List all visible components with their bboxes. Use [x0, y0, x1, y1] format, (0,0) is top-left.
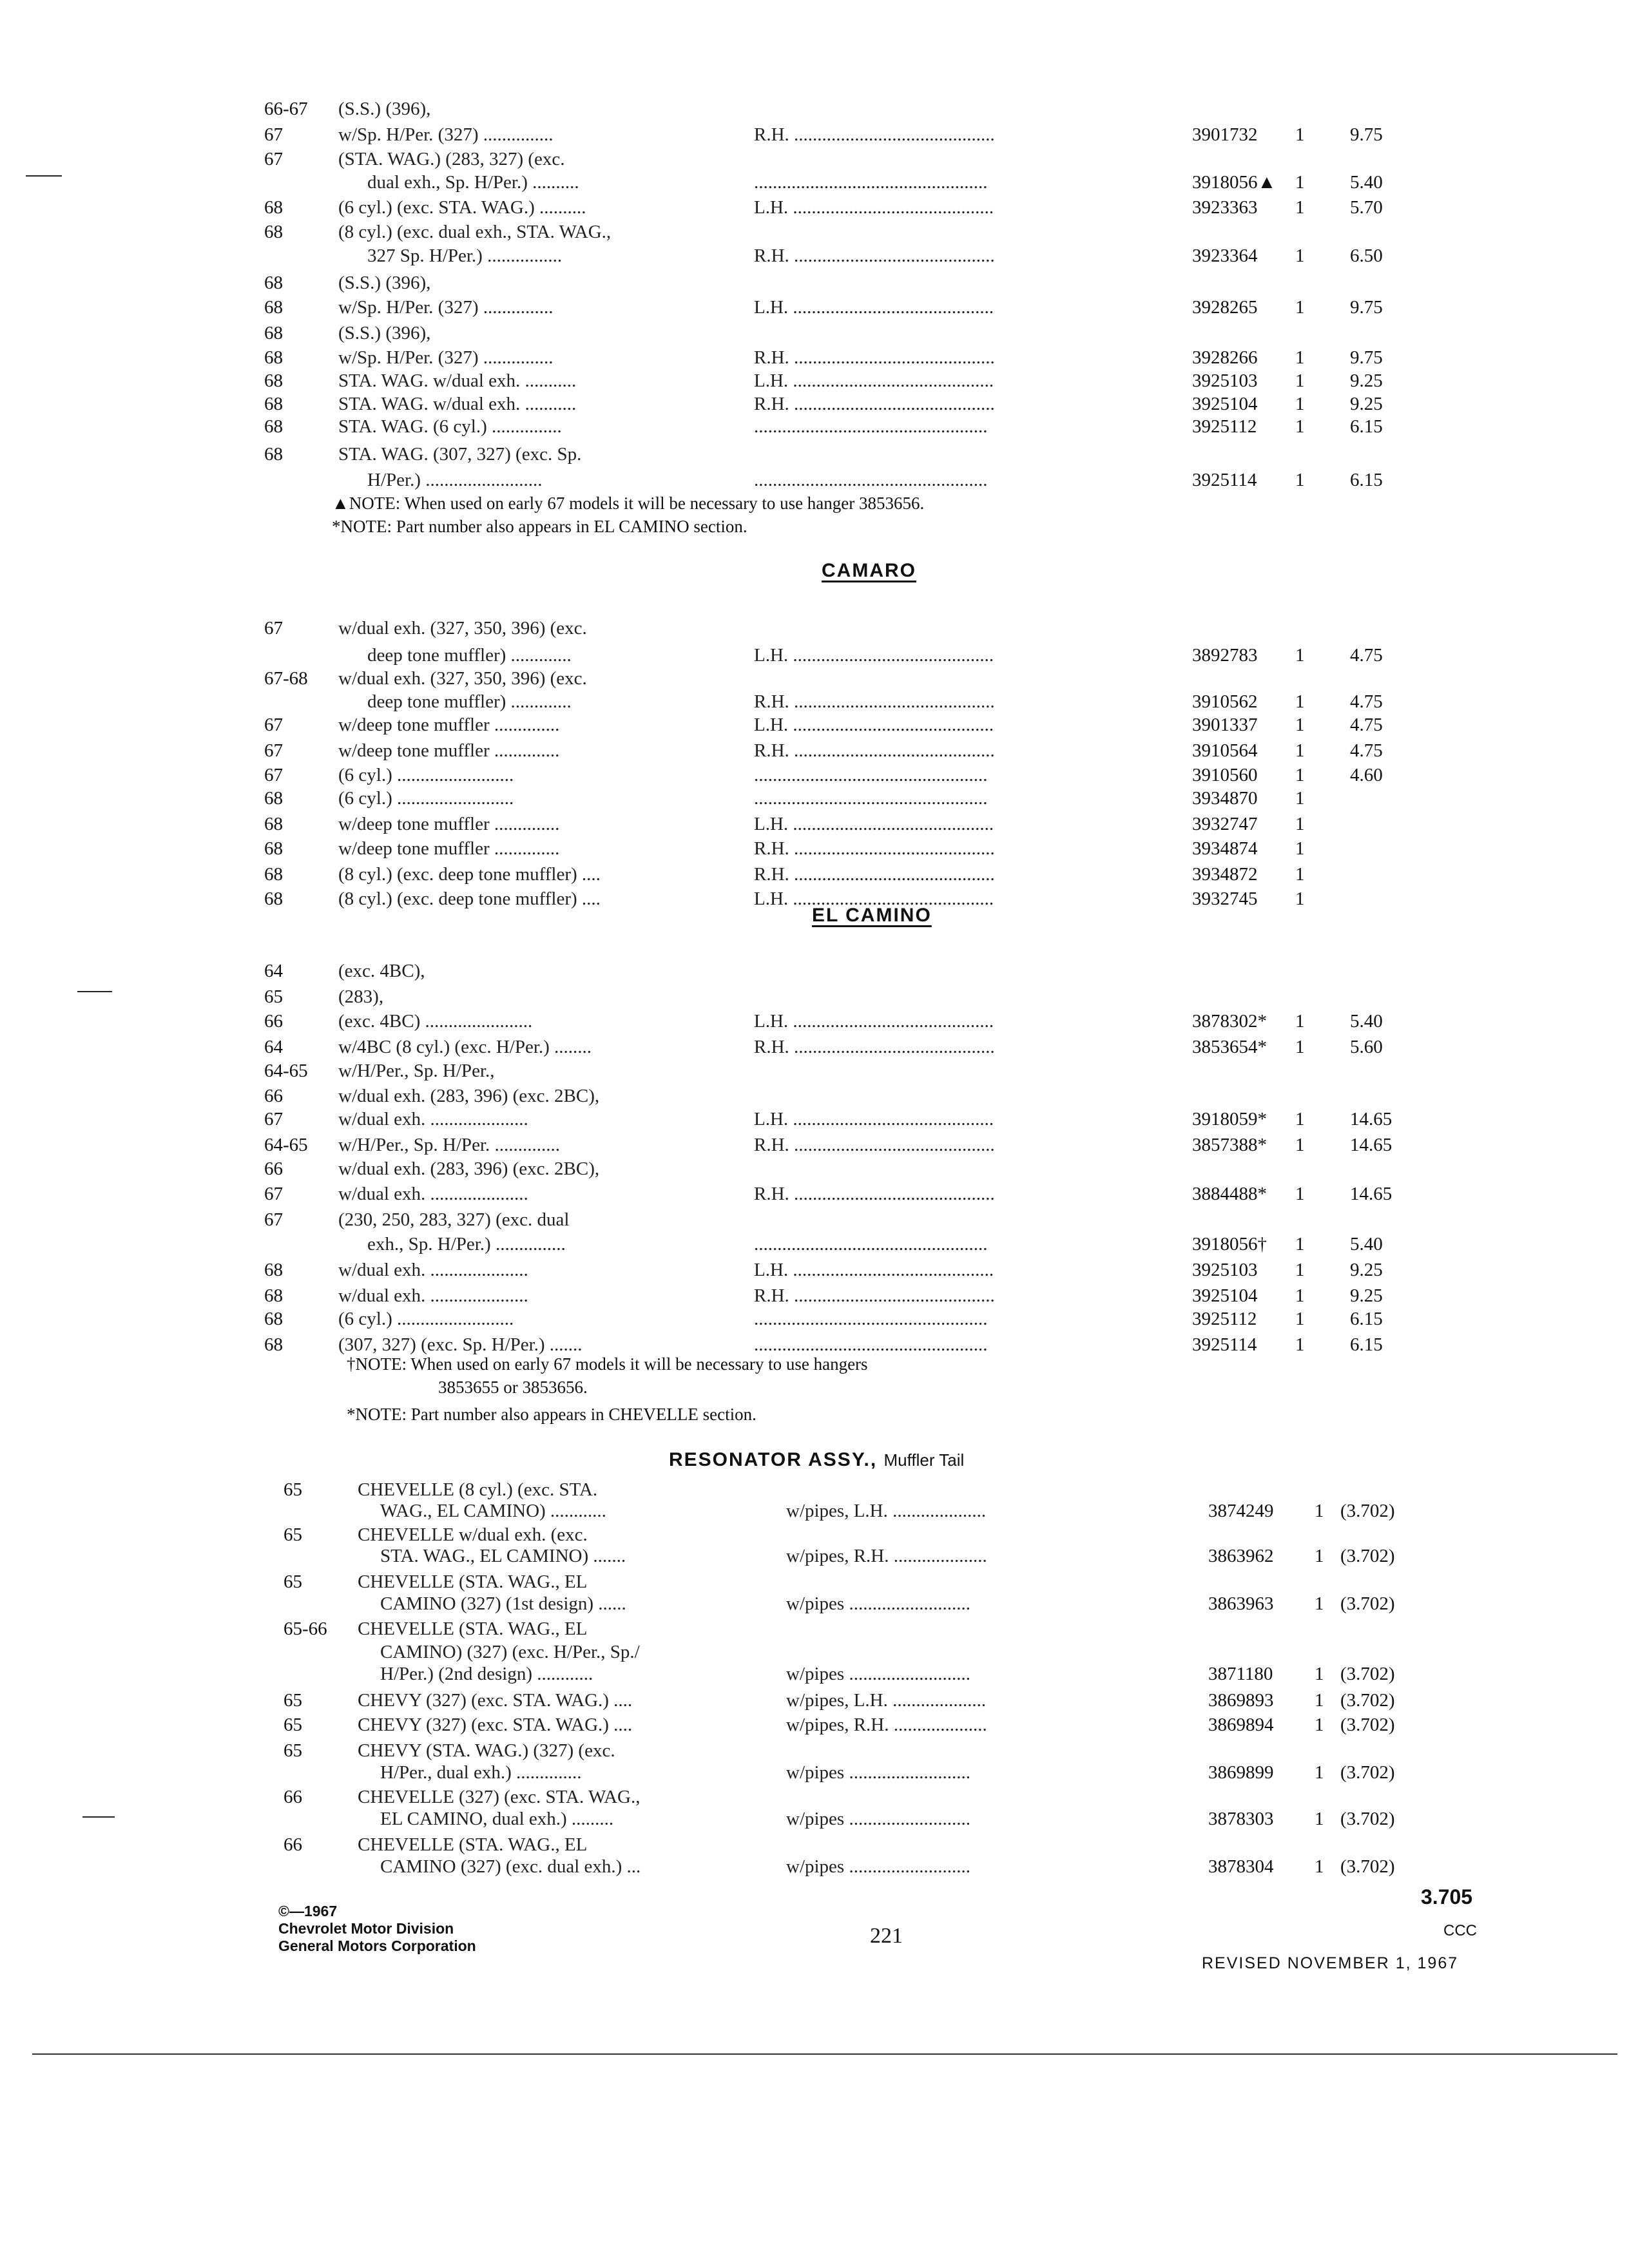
part-number: 3925114: [1192, 470, 1257, 490]
price: 6.15: [1350, 1334, 1383, 1355]
price: 9.25: [1350, 1285, 1383, 1306]
description: (exc. 4BC) .......................: [338, 1011, 533, 1032]
model-year: 67: [264, 715, 283, 735]
note-part-number: *NOTE: Part number also appears in EL CAMINO section.: [332, 517, 747, 536]
quantity: 1: [1295, 715, 1305, 735]
copyright: ©—1967: [278, 1903, 338, 1919]
part-number: 3884488*: [1192, 1184, 1267, 1204]
description: CAMINO (327) (1st design) ......: [380, 1593, 626, 1614]
part-number: 3928266: [1192, 347, 1258, 368]
quantity: 1: [1295, 297, 1305, 318]
side-designation: w/pipes, L.H. ....................: [786, 1501, 987, 1521]
quantity: 1: [1315, 1501, 1324, 1521]
description: STA. WAG. w/dual exh. ...........: [338, 370, 577, 391]
model-year: 65: [284, 1479, 302, 1500]
model-year: 67: [264, 124, 283, 145]
corporation-name: General Motors Corporation: [278, 1937, 476, 1954]
price: 4.75: [1350, 715, 1383, 735]
part-number: 3871180: [1208, 1664, 1273, 1684]
price: (3.702): [1340, 1715, 1395, 1735]
model-year: 67: [264, 1109, 283, 1129]
quantity: 1: [1295, 889, 1305, 909]
part-number: 3853654*: [1192, 1037, 1267, 1057]
page-number: 221: [870, 1924, 903, 1948]
side-designation: R.H. ...........................................: [754, 1285, 995, 1306]
model-year: 68: [264, 1309, 283, 1329]
price: 4.75: [1350, 645, 1383, 666]
margin-mark: [26, 175, 62, 177]
model-year: 65-66: [284, 1619, 327, 1639]
description: (S.S.) (396),: [338, 323, 431, 343]
side-designation: L.H. ...........................................: [754, 197, 994, 218]
side-designation: w/pipes ..........................: [786, 1762, 970, 1783]
quantity: 1: [1295, 1285, 1305, 1306]
part-number: 3934872: [1192, 864, 1258, 885]
price: 14.65: [1350, 1135, 1393, 1155]
side-designation: w/pipes, R.H. ....................: [786, 1546, 987, 1566]
model-year: 68: [264, 788, 283, 809]
quantity: 1: [1295, 370, 1305, 391]
part-number: 3925103: [1192, 370, 1258, 391]
side-designation: R.H. ...........................................: [754, 1135, 995, 1155]
model-year: 67: [264, 1184, 283, 1204]
quantity: 1: [1295, 1234, 1305, 1254]
quantity: 1: [1315, 1809, 1324, 1829]
description: H/Per.) (2nd design) ............: [380, 1664, 593, 1684]
description: CHEVELLE (8 cyl.) (exc. STA.: [358, 1479, 598, 1500]
side-designation: R.H. ...........................................: [754, 124, 995, 145]
side-designation: ..................................................: [754, 765, 988, 785]
quantity: 1: [1295, 394, 1305, 414]
part-number: 3869894: [1208, 1715, 1274, 1735]
part-number: 3923364: [1192, 245, 1258, 266]
catalog-code: CCC: [1443, 1922, 1477, 1939]
part-number: 3918056†: [1192, 1234, 1267, 1254]
model-year: 67: [264, 765, 283, 785]
note-hangers: †NOTE: When used on early 67 models it will be necessary to use hangers: [347, 1354, 868, 1374]
price: 5.70: [1350, 197, 1383, 218]
description: H/Per., dual exh.) ..............: [380, 1762, 582, 1783]
quantity: 1: [1295, 864, 1305, 885]
resonator-subtitle: Muffler Tail: [883, 1450, 965, 1470]
bottom-rule: [32, 2053, 1617, 2055]
model-year: 68: [264, 1260, 283, 1280]
description: w/H/Per., Sp. H/Per. ..............: [338, 1135, 560, 1155]
model-year: 67: [264, 740, 283, 761]
price: 14.65: [1350, 1109, 1393, 1129]
description: w/dual exh. .....................: [338, 1184, 528, 1204]
description: WAG., EL CAMINO) ............: [380, 1501, 606, 1521]
quantity: 1: [1295, 1109, 1305, 1129]
description: w/dual exh. (283, 396) (exc. 2BC),: [338, 1086, 600, 1106]
price: (3.702): [1340, 1856, 1395, 1877]
price: 9.75: [1350, 297, 1383, 318]
description: deep tone muffler) .............: [367, 645, 572, 666]
model-year: 68: [264, 864, 283, 885]
model-year: 68: [264, 889, 283, 909]
quantity: 1: [1295, 1334, 1305, 1355]
side-designation: R.H. ...........................................: [754, 691, 995, 712]
part-number: 3923363: [1192, 197, 1258, 218]
side-designation: L.H. ...........................................: [754, 1109, 994, 1129]
description: (8 cyl.) (exc. deep tone muffler) ....: [338, 889, 601, 909]
quantity: 1: [1295, 245, 1305, 266]
side-designation: w/pipes ..........................: [786, 1856, 970, 1877]
description: CHEVELLE (STA. WAG., EL: [358, 1834, 588, 1855]
model-year: 65: [284, 1740, 302, 1761]
model-year: 68: [264, 347, 283, 368]
price: 4.75: [1350, 740, 1383, 761]
description: (S.S.) (396),: [338, 99, 431, 119]
side-designation: L.H. ...........................................: [754, 715, 994, 735]
quantity: 1: [1315, 1690, 1324, 1711]
quantity: 1: [1315, 1546, 1324, 1566]
price: (3.702): [1340, 1593, 1395, 1614]
note-hangers-cont: 3853655 or 3853656.: [438, 1378, 588, 1397]
quantity: 1: [1295, 1011, 1305, 1032]
model-year: 66: [264, 1158, 283, 1179]
part-number: 3918059*: [1192, 1109, 1267, 1129]
quantity: 1: [1295, 645, 1305, 666]
quantity: 1: [1295, 788, 1305, 809]
division-name: Chevrolet Motor Division: [278, 1920, 454, 1937]
description: w/dual exh. (327, 350, 396) (exc.: [338, 668, 587, 689]
side-designation: w/pipes, R.H. ....................: [786, 1715, 987, 1735]
side-designation: w/pipes ..........................: [786, 1809, 970, 1829]
side-designation: R.H. ...........................................: [754, 1037, 995, 1057]
description: w/Sp. H/Per. (327) ...............: [338, 297, 554, 318]
side-designation: ..................................................: [754, 788, 988, 809]
price: 4.75: [1350, 691, 1383, 712]
revised-date: REVISED NOVEMBER 1, 1967: [1202, 1954, 1459, 1972]
part-number: 3925104: [1192, 394, 1258, 414]
side-designation: R.H. ...........................................: [754, 740, 995, 761]
description: CHEVELLE w/dual exh. (exc.: [358, 1524, 588, 1545]
quantity: 1: [1315, 1593, 1324, 1614]
part-number: 3932745: [1192, 889, 1258, 909]
model-year: 68: [264, 1285, 283, 1306]
part-number: 3874249: [1208, 1501, 1274, 1521]
part-number: 3932747: [1192, 814, 1258, 834]
model-year: 68: [264, 1334, 283, 1355]
description: w/Sp. H/Per. (327) ...............: [338, 347, 554, 368]
price: 6.50: [1350, 245, 1383, 266]
description: dual exh., Sp. H/Per.) ..........: [367, 172, 579, 193]
part-number: 3869893: [1208, 1690, 1274, 1711]
description: deep tone muffler) .............: [367, 691, 572, 712]
description: (STA. WAG.) (283, 327) (exc.: [338, 149, 565, 169]
description: (6 cyl.) .........................: [338, 1309, 514, 1329]
part-number: 3863962: [1208, 1546, 1274, 1566]
side-designation: L.H. ...........................................: [754, 1011, 994, 1032]
quantity: 1: [1295, 1037, 1305, 1057]
price: (3.702): [1340, 1762, 1395, 1783]
side-designation: ..................................................: [754, 172, 988, 193]
description: CAMINO (327) (exc. dual exh.) ...: [380, 1856, 641, 1877]
description: CHEVY (STA. WAG.) (327) (exc.: [358, 1740, 615, 1761]
quantity: 1: [1295, 124, 1305, 145]
side-designation: w/pipes, L.H. ....................: [786, 1690, 987, 1711]
description: exh., Sp. H/Per.) ...............: [367, 1234, 566, 1254]
description: CHEVELLE (STA. WAG., EL: [358, 1619, 588, 1639]
model-year: 66: [264, 1011, 283, 1032]
price: 5.40: [1350, 1234, 1383, 1254]
description: EL CAMINO, dual exh.) .........: [380, 1809, 614, 1829]
description: CHEVELLE (327) (exc. STA. WAG.,: [358, 1787, 641, 1807]
model-year: 64-65: [264, 1061, 308, 1081]
side-designation: R.H. ...........................................: [754, 864, 995, 885]
camaro-heading: CAMARO: [822, 560, 916, 581]
margin-mark: [77, 991, 112, 992]
model-year: 68: [264, 814, 283, 834]
quantity: 1: [1295, 765, 1305, 785]
price: (3.702): [1340, 1501, 1395, 1521]
model-year: 68: [264, 416, 283, 437]
description: (6 cyl.) .........................: [338, 765, 514, 785]
side-designation: ..................................................: [754, 1234, 988, 1254]
side-designation: R.H. ...........................................: [754, 838, 995, 859]
model-year: 68: [264, 273, 283, 293]
model-year: 66: [264, 1086, 283, 1106]
description: w/dual exh. .....................: [338, 1260, 528, 1280]
quantity: 1: [1295, 172, 1305, 193]
part-number: 3869899: [1208, 1762, 1274, 1783]
part-number: 3878304: [1208, 1856, 1274, 1877]
description: (283),: [338, 986, 384, 1007]
side-designation: L.H. ...........................................: [754, 1260, 994, 1280]
model-year: 68: [264, 394, 283, 414]
part-number: 3892783: [1192, 645, 1258, 666]
part-number: 3863963: [1208, 1593, 1274, 1614]
note-hanger: ▲NOTE: When used on early 67 models it will be necessary to use hanger 3853656.: [332, 494, 925, 513]
model-year: 64: [264, 961, 283, 981]
description: CHEVELLE (STA. WAG., EL: [358, 1571, 588, 1592]
part-number: 3934874: [1192, 838, 1258, 859]
description: w/4BC (8 cyl.) (exc. H/Per.) ........: [338, 1037, 592, 1057]
part-number: 3878302*: [1192, 1011, 1267, 1032]
el-camino-heading: EL CAMINO: [812, 905, 932, 926]
description: w/Sp. H/Per. (327) ...............: [338, 124, 554, 145]
price: 5.40: [1350, 172, 1383, 193]
price: 6.15: [1350, 1309, 1383, 1329]
model-year: 65: [284, 1571, 302, 1592]
part-number: 3910560: [1192, 765, 1258, 785]
price: 6.15: [1350, 416, 1383, 437]
side-designation: w/pipes ..........................: [786, 1664, 970, 1684]
quantity: 1: [1295, 838, 1305, 859]
quantity: 1: [1315, 1856, 1324, 1877]
part-number: 3934870: [1192, 788, 1258, 809]
part-number: 3878303: [1208, 1809, 1274, 1829]
description: H/Per.) .........................: [367, 470, 543, 490]
description: w/dual exh. (327, 350, 396) (exc.: [338, 618, 587, 639]
description: STA. WAG. (6 cyl.) ...............: [338, 416, 562, 437]
quantity: 1: [1295, 814, 1305, 834]
model-year: 66: [284, 1787, 302, 1807]
price: (3.702): [1340, 1690, 1395, 1711]
model-year: 68: [264, 297, 283, 318]
description: (230, 250, 283, 327) (exc. dual: [338, 1209, 570, 1230]
quantity: 1: [1315, 1715, 1324, 1735]
price: 9.75: [1350, 124, 1383, 145]
model-year: 67-68: [264, 668, 308, 689]
description: (8 cyl.) (exc. deep tone muffler) ....: [338, 864, 601, 885]
price: (3.702): [1340, 1546, 1395, 1566]
quantity: 1: [1295, 416, 1305, 437]
description: (307, 327) (exc. Sp. H/Per.) .......: [338, 1334, 583, 1355]
part-number: 3910562: [1192, 691, 1258, 712]
side-designation: w/pipes ..........................: [786, 1593, 970, 1614]
margin-mark: [82, 1816, 115, 1818]
price: 4.60: [1350, 765, 1383, 785]
model-year: 65: [284, 1690, 302, 1711]
part-number: 3928265: [1192, 297, 1258, 318]
side-designation: L.H. ...........................................: [754, 814, 994, 834]
description: w/deep tone muffler ..............: [338, 838, 560, 859]
model-year: 67: [264, 1209, 283, 1230]
price: 9.25: [1350, 370, 1383, 391]
part-number: 3901337: [1192, 715, 1258, 735]
quantity: 1: [1315, 1762, 1324, 1783]
price: 6.15: [1350, 470, 1383, 490]
side-designation: ..................................................: [754, 470, 988, 490]
description: w/H/Per., Sp. H/Per.,: [338, 1061, 495, 1081]
side-designation: R.H. ...........................................: [754, 1184, 995, 1204]
model-year: 67: [264, 618, 283, 639]
quantity: 1: [1315, 1664, 1324, 1684]
model-year: 65: [284, 1715, 302, 1735]
description: w/deep tone muffler ..............: [338, 715, 560, 735]
price: 5.60: [1350, 1037, 1383, 1057]
quantity: 1: [1295, 1135, 1305, 1155]
side-designation: R.H. ...........................................: [754, 347, 995, 368]
quantity: 1: [1295, 1260, 1305, 1280]
section-number: 3.705: [1421, 1885, 1473, 1908]
description: STA. WAG. (307, 327) (exc. Sp.: [338, 444, 582, 465]
price: (3.702): [1340, 1809, 1395, 1829]
model-year: 65: [284, 1524, 302, 1545]
resonator-heading: [669, 1448, 964, 1472]
model-year: 67: [264, 149, 283, 169]
model-year: 66-67: [264, 99, 308, 119]
part-number: 3925114: [1192, 1334, 1257, 1355]
price: 9.75: [1350, 347, 1383, 368]
price: 14.65: [1350, 1184, 1393, 1204]
description: (S.S.) (396),: [338, 273, 431, 293]
part-number: 3925112: [1192, 1309, 1257, 1329]
quantity: 1: [1295, 347, 1305, 368]
description: w/deep tone muffler ..............: [338, 814, 560, 834]
side-designation: L.H. ...........................................: [754, 645, 994, 666]
quantity: 1: [1295, 740, 1305, 761]
description: w/deep tone muffler ..............: [338, 740, 560, 761]
description: (6 cyl.) (exc. STA. WAG.) ..........: [338, 197, 586, 218]
description: w/dual exh. .....................: [338, 1285, 528, 1306]
model-year: 68: [264, 444, 283, 465]
price: 5.40: [1350, 1011, 1383, 1032]
side-designation: L.H. ...........................................: [754, 889, 994, 909]
description: STA. WAG. w/dual exh. ...........: [338, 394, 577, 414]
side-designation: L.H. ...........................................: [754, 370, 994, 391]
description: STA. WAG., EL CAMINO) .......: [380, 1546, 626, 1566]
description: w/dual exh. (283, 396) (exc. 2BC),: [338, 1158, 600, 1179]
model-year: 66: [284, 1834, 302, 1855]
model-year: 68: [264, 323, 283, 343]
description: CHEVY (327) (exc. STA. WAG.) ....: [358, 1690, 633, 1711]
side-designation: ..................................................: [754, 1309, 988, 1329]
model-year: 64: [264, 1037, 283, 1057]
model-year: 64-65: [264, 1135, 308, 1155]
description: w/dual exh. .....................: [338, 1109, 528, 1129]
quantity: 1: [1295, 1184, 1305, 1204]
side-designation: R.H. ...........................................: [754, 245, 995, 266]
part-number: 3925104: [1192, 1285, 1258, 1306]
model-year: 65: [264, 986, 283, 1007]
description: CAMINO) (327) (exc. H/Per., Sp./: [380, 1642, 640, 1662]
quantity: 1: [1295, 197, 1305, 218]
price: 9.25: [1350, 394, 1383, 414]
description: (8 cyl.) (exc. dual exh., STA. WAG.,: [338, 222, 612, 242]
side-designation: ..................................................: [754, 416, 988, 437]
side-designation: ..................................................: [754, 1334, 988, 1355]
description: CHEVY (327) (exc. STA. WAG.) ....: [358, 1715, 633, 1735]
side-designation: L.H. ...........................................: [754, 297, 994, 318]
price: (3.702): [1340, 1664, 1395, 1684]
resonator-title: RESONATOR ASSY.,: [669, 1449, 878, 1470]
model-year: 68: [264, 197, 283, 218]
part-number: 3918056▲: [1192, 172, 1277, 193]
note-part-number: *NOTE: Part number also appears in CHEVELLE section.: [347, 1405, 757, 1424]
part-number: 3901732: [1192, 124, 1258, 145]
description: (6 cyl.) .........................: [338, 788, 514, 809]
model-year: 68: [264, 370, 283, 391]
model-year: 68: [264, 838, 283, 859]
side-designation: R.H. ...........................................: [754, 394, 995, 414]
part-number: 3925103: [1192, 1260, 1258, 1280]
part-number: 3910564: [1192, 740, 1258, 761]
model-year: 68: [264, 222, 283, 242]
price: 9.25: [1350, 1260, 1383, 1280]
quantity: 1: [1295, 470, 1305, 490]
quantity: 1: [1295, 691, 1305, 712]
description: 327 Sp. H/Per.) ................: [367, 245, 563, 266]
part-number: 3857388*: [1192, 1135, 1267, 1155]
part-number: 3925112: [1192, 416, 1257, 437]
description: (exc. 4BC),: [338, 961, 425, 981]
quantity: 1: [1295, 1309, 1305, 1329]
